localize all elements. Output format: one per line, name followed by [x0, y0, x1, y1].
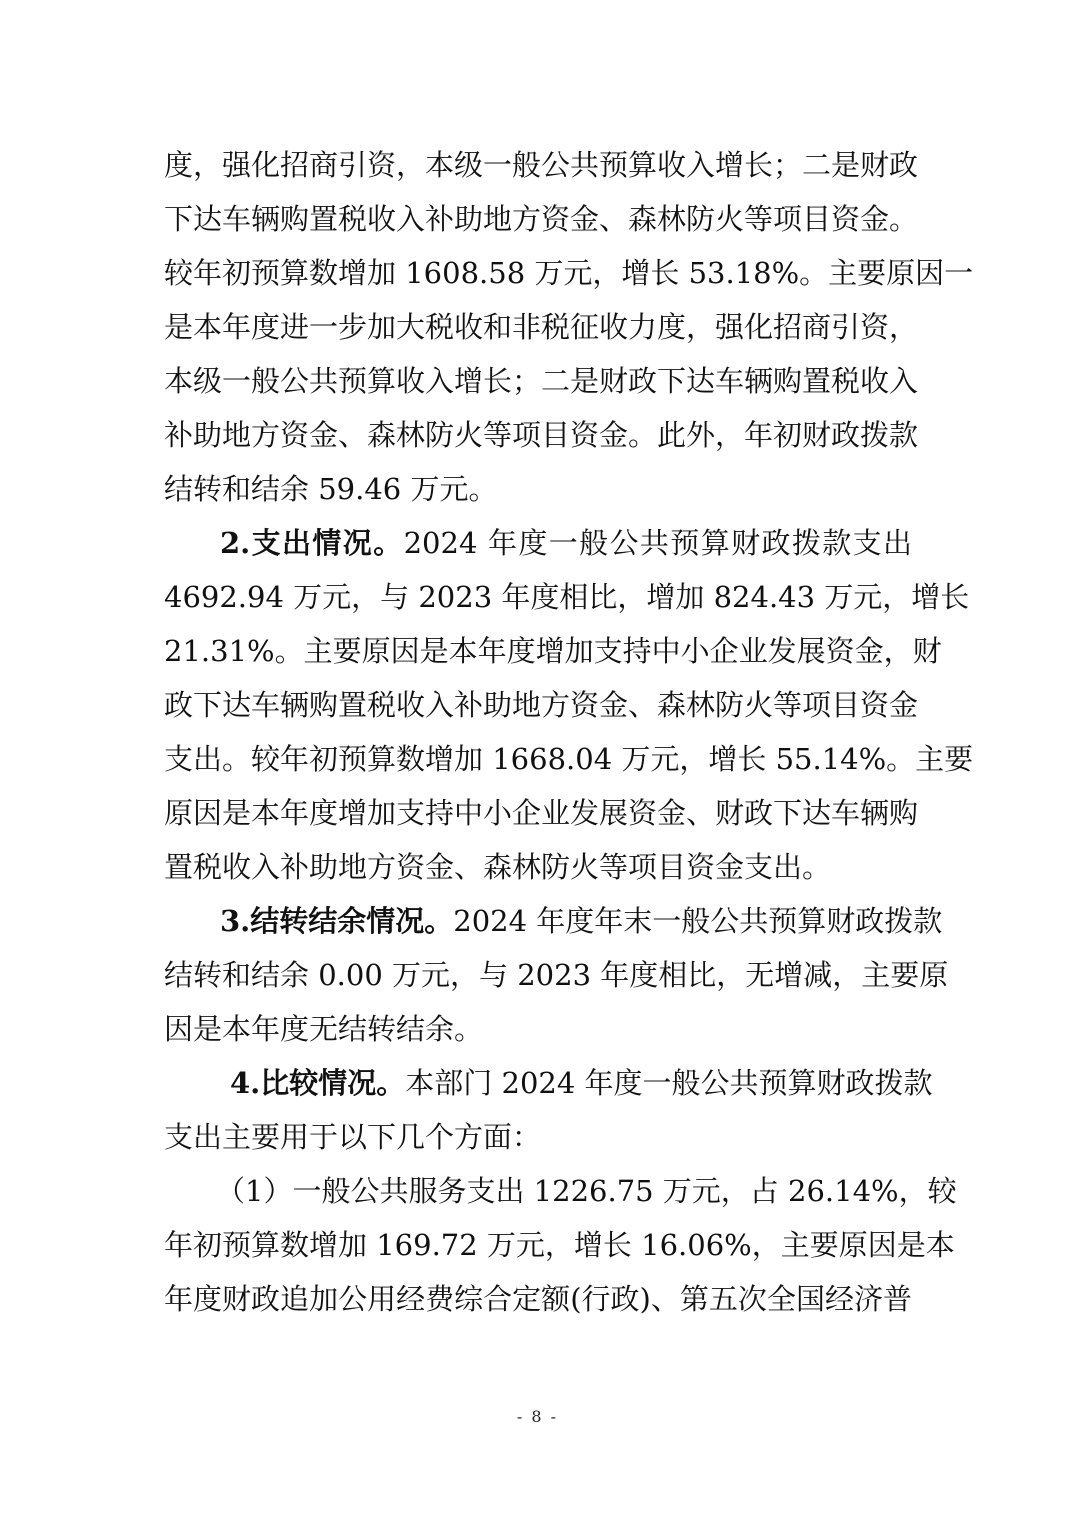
text-line: 年初预算数增加 169.72 万元，增长 16.06%，主要原因是本 [164, 1228, 955, 1262]
section-heading-comparison: 4.比较情况。 [230, 1066, 406, 1100]
text-line: 是本年度进一步加大税收和非税征收力度，强化招商引资， [164, 310, 919, 344]
text-run: 2024 年度一般公共预算财政拨款支出 [403, 526, 912, 560]
text-line: 本级一般公共预算收入增长；二是财政下达车辆购置税收入 [164, 364, 919, 398]
text-line: （1）一般公共服务支出 1226.75 万元，占 26.14%，较 [216, 1174, 957, 1208]
text-line: 政下达车辆购置税收入补助地方资金、森林防火等项目资金 [164, 688, 919, 722]
text-line: 因是本年度无结转结余。 [164, 1012, 484, 1046]
text-line: 下达车辆购置税收入补助地方资金、森林防火等项目资金。 [164, 202, 919, 236]
text-line: 度，强化招商引资，本级一般公共预算收入增长；二是财政 [164, 148, 919, 182]
text-run: 本部门 2024 年度一般公共预算财政拨款 [405, 1066, 933, 1100]
text-line [164, 516, 912, 570]
text-line: 支出。较年初预算数增加 1668.04 万元，增长 55.14%。主要 [164, 742, 974, 776]
text-line: 结转和结余 59.46 万元。 [164, 472, 498, 506]
text-run: 2024 年度年末一般公共预算财政拨款 [453, 904, 943, 938]
section-heading-carryover: 3.结转结余情况。 [220, 904, 454, 938]
text-line: 较年初预算数增加 1608.58 万元，增长 53.18%。主要原因一 [164, 256, 974, 290]
text-line: 年度财政追加公用经费综合定额(行政)、第五次全国经济普 [164, 1282, 912, 1316]
text-line: 补助地方资金、森林防火等项目资金。此外，年初财政拨款 [164, 418, 919, 452]
text-line: 置税收入补助地方资金、森林防火等项目资金支出。 [164, 850, 832, 884]
text-line [164, 1056, 933, 1110]
text-line [164, 894, 943, 948]
body-text [164, 138, 974, 1326]
text-line: 原因是本年度增加支持中小企业发展资金、财政下达车辆购 [164, 796, 919, 830]
page-number: - 8 - [516, 1407, 559, 1426]
text-line: 结转和结余 0.00 万元，与 2023 年度相比，无增减，主要原 [164, 958, 949, 992]
section-heading-expenditure: 2.支出情况。 [220, 526, 404, 560]
text-line: 21.31%。主要原因是本年度增加支持中小企业发展资金，财 [164, 634, 942, 668]
text-line: 支出主要用于以下几个方面： [164, 1120, 542, 1154]
text-line: 4692.94 万元，与 2023 年度相比，增加 824.43 万元，增长 [164, 580, 970, 614]
